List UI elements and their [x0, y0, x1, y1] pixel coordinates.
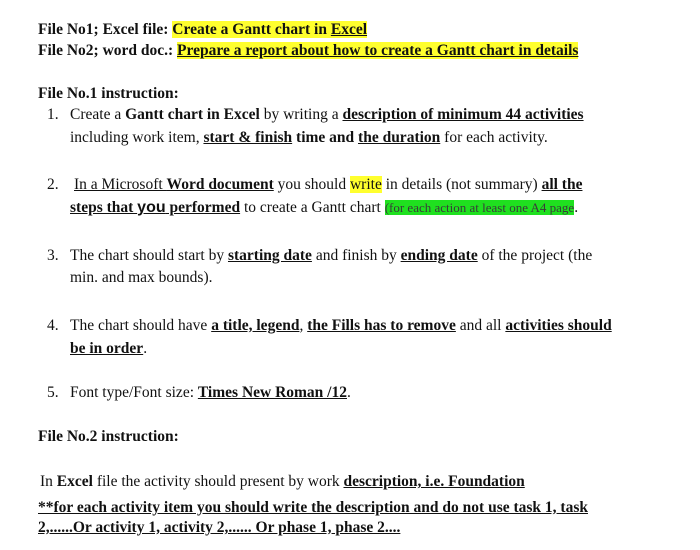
file1-header: File No1; Excel file: Create a Gantt chart in Excel — [38, 21, 368, 38]
file2-instruction-heading: File No.2 instruction: — [38, 428, 179, 445]
file1-task: Create a Gantt chart in Excel — [172, 21, 368, 38]
file2-header: File No2; word doc.: Prepare a report about how to create a Gantt chart in details — [38, 42, 579, 59]
item-1-line-2: including work item, start & finish time and the duration for each activity. — [70, 129, 548, 146]
item-3-line-1: The chart should start by starting date and finish by ending date of the project (the — [70, 247, 593, 264]
file2-paragraph-2-line-2: 2,......Or activity 1, activity 2,...... Or phase 1, phase 2.... — [38, 519, 401, 536]
file2-paragraph-1: In Excel file the activity should present by work description, i.e. Foundation — [40, 473, 525, 490]
item-2-line-2: steps that you performed to create a Gantt chart (for each action at least one A4 page. — [70, 199, 579, 216]
item-4-line-1: The chart should have a title, legend, the Fills has to remove and all activities should — [70, 317, 612, 334]
item-5-number: 5. — [47, 384, 59, 401]
file1-instruction-heading: File No.1 instruction: — [38, 85, 179, 102]
item-3-line-2: min. and max bounds). — [70, 269, 213, 286]
file2-task: Prepare a report about how to create a Gantt chart in details — [177, 42, 579, 59]
item-2-line-1: In a Microsoft Word document you should write in details (not summary) all the — [74, 176, 583, 193]
item-5-line-1: Font type/Font size: Times New Roman /12. — [70, 384, 351, 401]
item-2-number: 2. — [47, 176, 59, 193]
item-4-number: 4. — [47, 317, 59, 334]
item-1-number: 1. — [47, 106, 59, 123]
item-3-number: 3. — [47, 247, 59, 264]
a4-page-note: (for each action at least one A4 page — [384, 200, 575, 215]
item-4-line-2: be in order. — [70, 340, 148, 357]
file2-paragraph-2-line-1: **for each activity item you should write the description and do not use task 1, task — [38, 499, 588, 516]
item-1-line-1: Create a Gantt chart in Excel by writing a description of minimum 44 activities — [70, 106, 584, 123]
